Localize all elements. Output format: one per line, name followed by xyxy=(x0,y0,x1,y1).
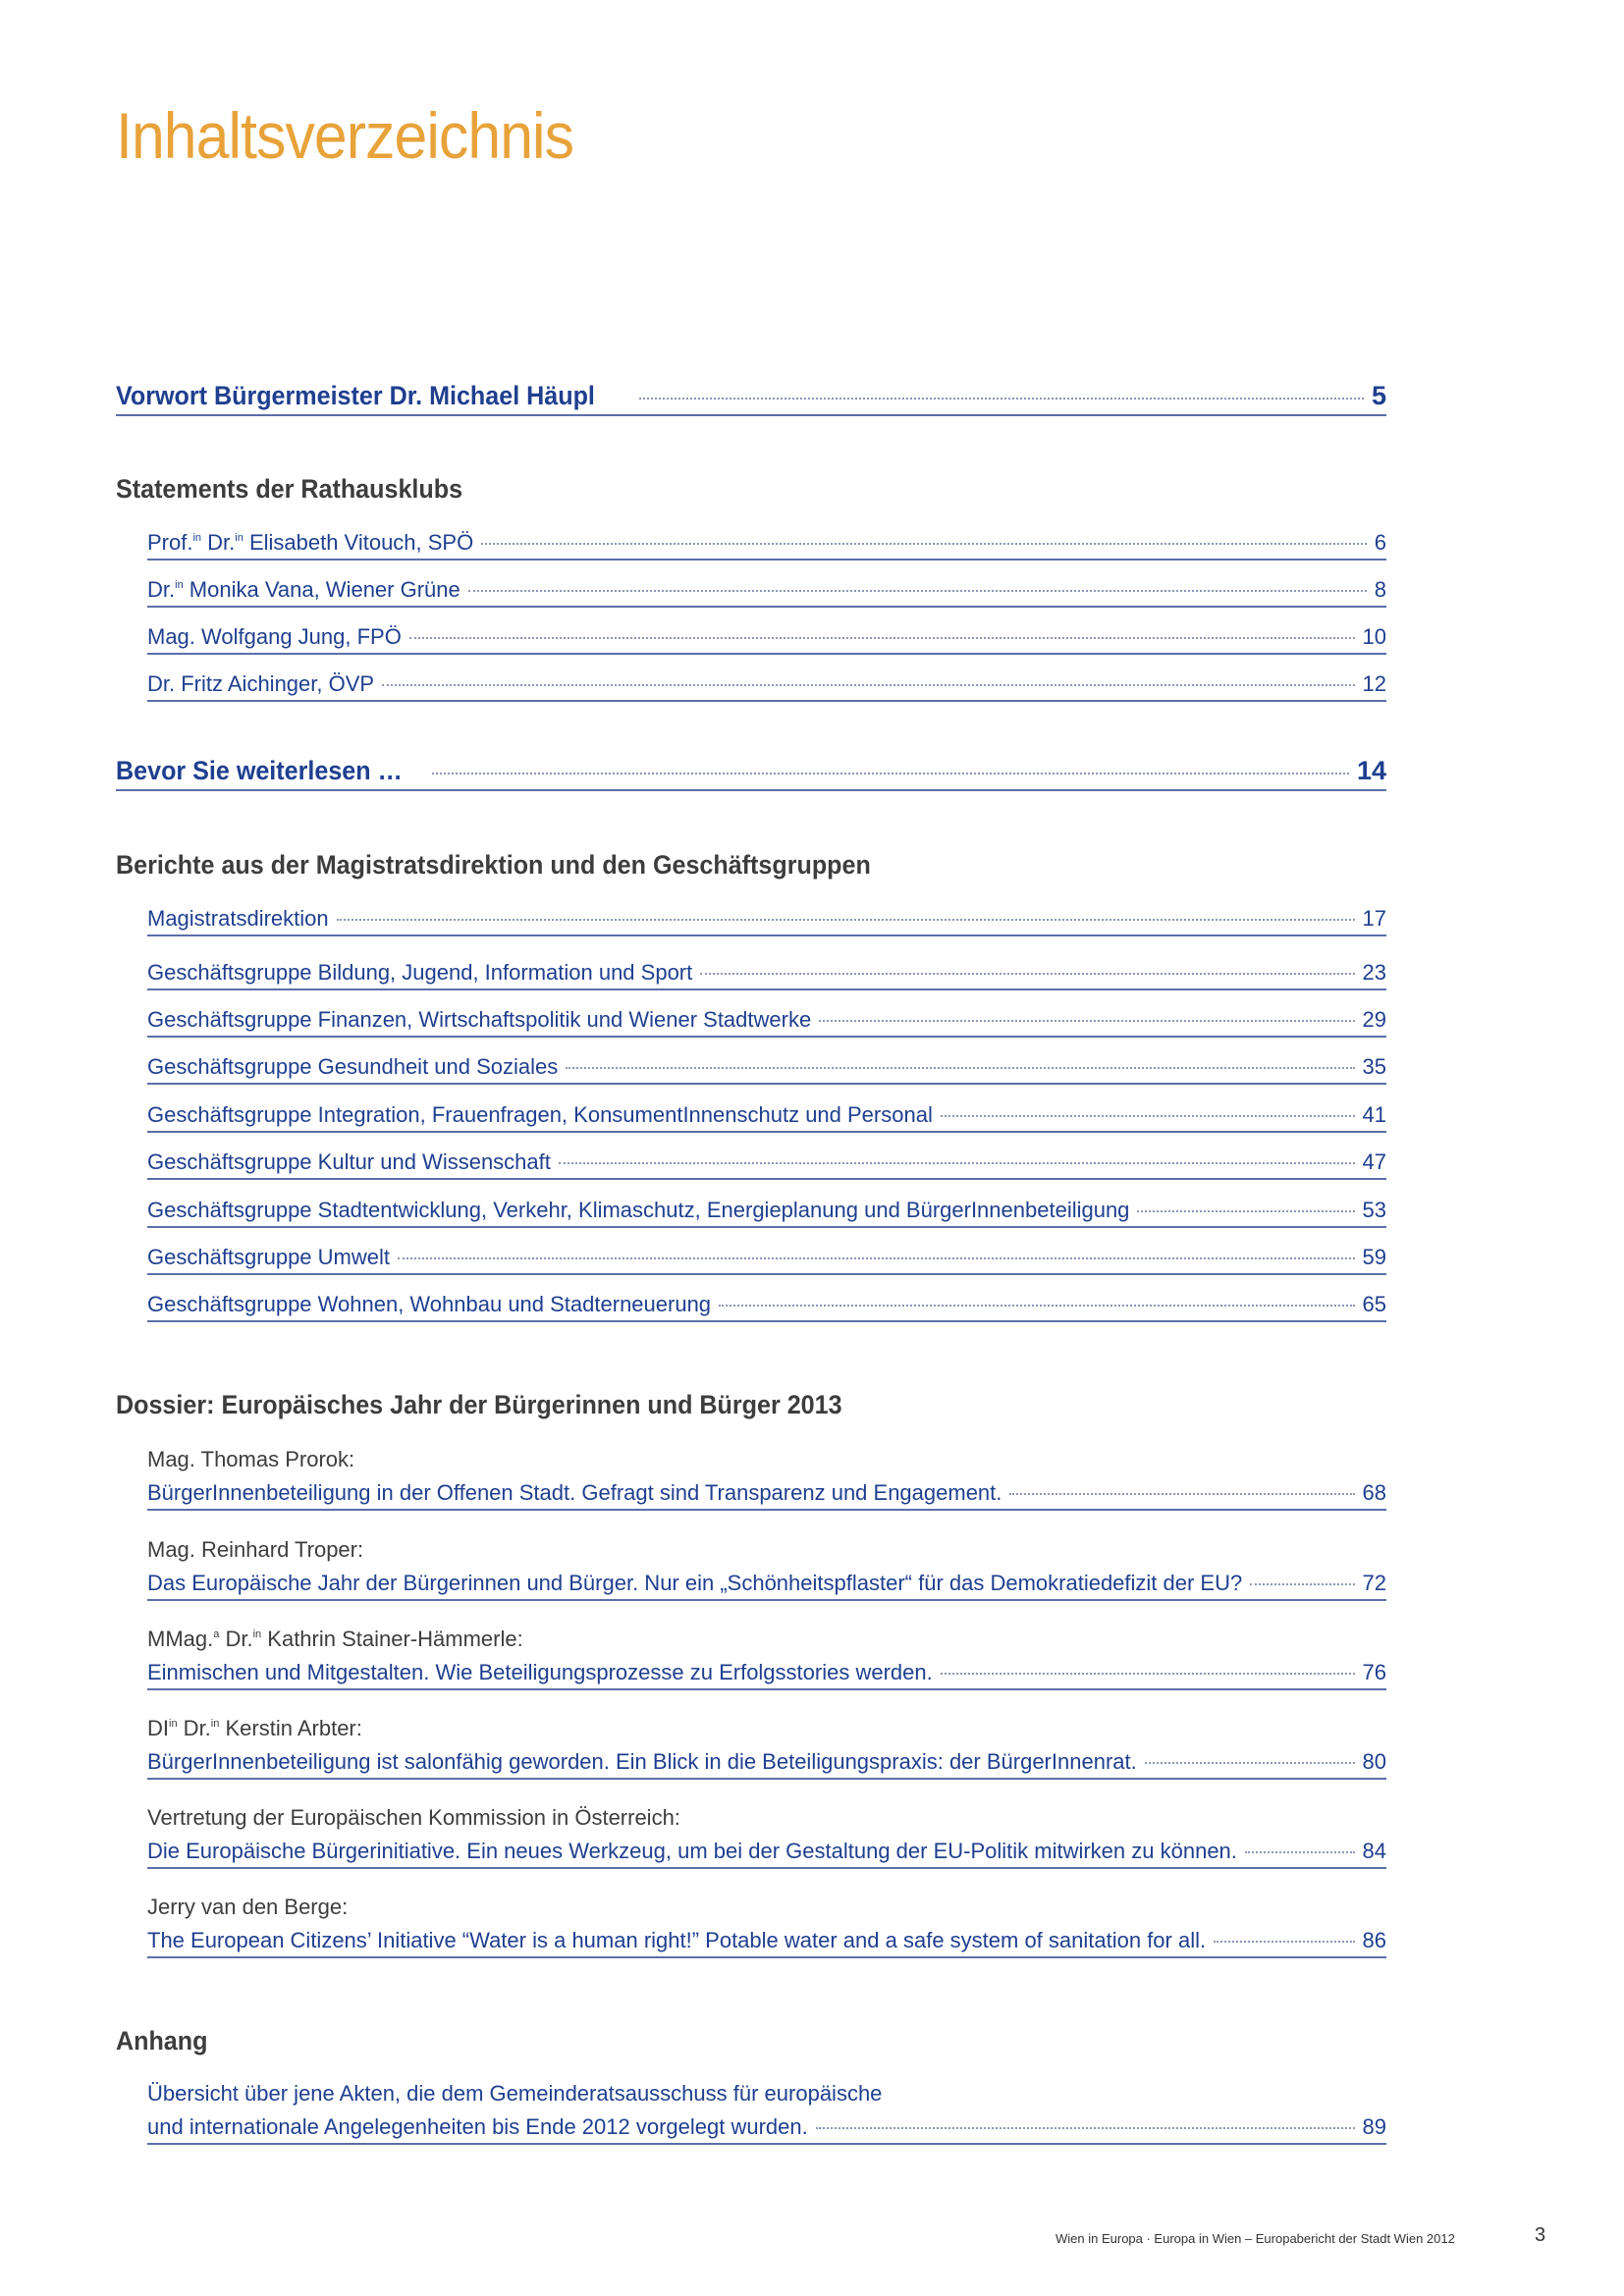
toc-entry-page: 84 xyxy=(1362,1839,1386,1863)
footer-page-number: 3 xyxy=(1535,2224,1546,2246)
toc-entry-wohnen[interactable] xyxy=(147,1292,1386,1322)
dot-leader xyxy=(816,2127,1355,2129)
dot-leader xyxy=(566,1067,1354,1069)
toc-entry-page: 86 xyxy=(1362,1928,1386,1952)
dot-leader xyxy=(1214,1941,1354,1943)
section-heading-dossier: Dossier: Europäisches Jahr der Bürgerinnen und Bürger 2013 xyxy=(116,1390,842,1419)
toc-entry-label: Geschäftsgruppe Finanzen, Wirtschaftspolitik und Wiener Stadtwerke xyxy=(147,1007,812,1032)
toc-entry-bildung[interactable] xyxy=(147,960,1386,990)
toc-entry-label: und internationale Angelegenheiten bis Ende 2012 vorgelegt wurden. xyxy=(147,2114,808,2139)
toc-entry-arbter[interactable] xyxy=(147,1749,1386,1780)
author-name: Mag. Thomas Prorok: xyxy=(147,1447,355,1471)
toc-entry-umwelt[interactable] xyxy=(147,1245,1386,1275)
toc-entry-page: 59 xyxy=(1362,1245,1386,1269)
toc-entry-page: 29 xyxy=(1362,1007,1386,1032)
toc-entry-anhang[interactable] xyxy=(147,2114,1386,2145)
toc-entry-integration[interactable] xyxy=(147,1102,1386,1133)
toc-entry-label: Geschäftsgruppe Wohnen, Wohnbau und Stadterneuerung xyxy=(147,1292,712,1316)
toc-entry-finanzen[interactable] xyxy=(147,1007,1386,1038)
section-heading-berichte: Berichte aus der Magistratsdirektion und den Geschäftsgruppen xyxy=(116,850,871,880)
author-name: MMag.$^a$ Dr.$^{in}$ Kathrin Stainer-Hämmerle: xyxy=(147,1627,523,1651)
toc-entry-page: 68 xyxy=(1362,1480,1386,1505)
toc-entry-page: 65 xyxy=(1362,1292,1386,1316)
toc-entry-label: BürgerInnenbeteiligung ist salonfähig geworden. Ein Blick in die Beteiligungspraxis: der BürgerInnenrat. xyxy=(147,1749,1137,1774)
dot-leader xyxy=(819,1020,1354,1022)
toc-entry-page: 80 xyxy=(1362,1749,1386,1774)
toc-entry-page: 89 xyxy=(1362,2114,1386,2139)
dot-leader xyxy=(398,1257,1355,1259)
toc-entry-prorok[interactable] xyxy=(147,1480,1386,1511)
toc-entry-aichinger[interactable] xyxy=(147,671,1386,702)
toc-entry-label: Geschäftsgruppe Integration, Frauenfragen, KonsumentInnenschutz und Personal xyxy=(147,1102,933,1127)
toc-entry-stadtentwicklung[interactable] xyxy=(147,1198,1386,1228)
toc-entry-gesundheit[interactable] xyxy=(147,1054,1386,1085)
toc-entry-label: Geschäftsgruppe Kultur und Wissenschaft xyxy=(147,1149,551,1174)
toc-entry-page: 14 xyxy=(1356,756,1386,785)
toc-entry-label: Dr. Fritz Aichinger, ÖVP xyxy=(147,671,375,696)
dot-leader xyxy=(1137,1210,1354,1212)
toc-entry-page: 76 xyxy=(1362,1660,1386,1684)
author-name: Mag. Reinhard Troper: xyxy=(147,1537,364,1562)
toc-entry-page: 35 xyxy=(1362,1054,1386,1079)
toc-entry-van-den-berge[interactable] xyxy=(147,1928,1386,1958)
dot-leader xyxy=(432,773,1349,774)
toc-entry-vitouch[interactable] xyxy=(147,530,1386,561)
toc-entry-label: Dr.$^{in}$ Monika Vana, Wiener Grüne xyxy=(147,577,460,602)
toc-entry-label: Geschäftsgruppe Stadtentwicklung, Verkehr, Klimaschutz, Energieplanung und BürgerInnenbeteiligung xyxy=(147,1198,1130,1222)
toc-entry-page: 12 xyxy=(1362,671,1386,696)
dot-leader xyxy=(1250,1583,1354,1585)
toc-entry-page: 17 xyxy=(1362,906,1386,931)
toc-entry-label: The European Citizens’ Initiative “Water is a human right!” Potable water and a safe system of sanitation for all. xyxy=(147,1928,1207,1952)
author-name: Vertretung der Europäischen Kommission in Österreich: xyxy=(147,1805,680,1830)
section-heading-statements: Statements der Rathausklubs xyxy=(116,474,463,504)
toc-entry-page: 53 xyxy=(1362,1198,1386,1222)
toc-entry-page: 72 xyxy=(1362,1571,1386,1595)
dot-leader xyxy=(1245,1851,1355,1853)
toc-entry-bevor[interactable] xyxy=(116,756,1386,791)
dot-leader xyxy=(409,637,1355,639)
toc-entry-troper[interactable] xyxy=(147,1571,1386,1601)
section-heading-anhang: Anhang xyxy=(116,2026,208,2056)
toc-entry-magistratsdirektion[interactable] xyxy=(147,906,1386,936)
dot-leader xyxy=(1009,1493,1354,1495)
author-name: Jerry van den Berge: xyxy=(147,1895,349,1919)
dot-leader xyxy=(639,398,1364,400)
toc-entry-label: Geschäftsgruppe Gesundheit und Soziales xyxy=(147,1054,559,1079)
dot-leader xyxy=(559,1162,1355,1164)
dot-leader xyxy=(481,543,1367,545)
toc-entry-label: BürgerInnenbeteiligung in der Offenen Stadt. Gefragt sind Transparenz und Engagement. xyxy=(147,1480,1002,1505)
toc-entry-page: 6 xyxy=(1374,530,1386,555)
toc-entry-label: Bevor Sie weiterlesen … xyxy=(116,756,403,785)
dot-leader xyxy=(1145,1762,1355,1764)
author-name: $DI^{in}$ Dr.$^{in}$ Kerstin Arbter: xyxy=(147,1716,362,1740)
dot-leader xyxy=(337,919,1355,921)
dot-leader xyxy=(700,973,1354,975)
toc-entry-label: Vorwort Bürgermeister Dr. Michael Häupl xyxy=(116,381,595,410)
toc-entry-stainer-haemmerle[interactable] xyxy=(147,1660,1386,1690)
dot-leader xyxy=(468,590,1367,592)
toc-entry-page: 47 xyxy=(1362,1149,1386,1174)
page-title: Inhaltsverzeichnis xyxy=(116,99,574,172)
toc-entry-page: 10 xyxy=(1362,624,1386,649)
toc-entry-page: 23 xyxy=(1362,960,1386,985)
toc-entry-page: 41 xyxy=(1362,1102,1386,1127)
toc-entry-label: Mag. Wolfgang Jung, FPÖ xyxy=(147,624,402,649)
toc-entry-page: 8 xyxy=(1374,577,1386,602)
dot-leader xyxy=(382,684,1354,686)
dot-leader xyxy=(941,1673,1355,1675)
toc-entry-vana[interactable] xyxy=(147,577,1386,608)
anhang-line1: Übersicht über jene Akten, die dem Gemeinderatsausschuss für europäische xyxy=(147,2081,883,2106)
dot-leader xyxy=(719,1305,1354,1307)
toc-entry-kultur[interactable] xyxy=(147,1149,1386,1180)
toc-entry-eu-kommission[interactable] xyxy=(147,1839,1386,1869)
toc-entry-vorwort[interactable] xyxy=(116,381,1386,416)
toc-entry-page: 5 xyxy=(1371,381,1386,410)
toc-entry-label: Einmischen und Mitgestalten. Wie Beteiligungsprozesse zu Erfolgsstories werden. xyxy=(147,1660,933,1684)
footer-text: Wien in Europa · Europa in Wien – Europabericht der Stadt Wien 2012 xyxy=(1056,2231,1455,2246)
toc-entry-label: Magistratsdirektion xyxy=(147,906,329,931)
toc-entry-label: Geschäftsgruppe Umwelt xyxy=(147,1245,390,1269)
toc-entry-label: Geschäftsgruppe Bildung, Jugend, Information und Sport xyxy=(147,960,693,985)
toc-entry-label: Prof.$^{in}$ Dr.$^{in}$ Elisabeth Vitouch, SPÖ xyxy=(147,530,474,555)
toc-entry-label: Das Europäische Jahr der Bürgerinnen und Bürger. Nur ein „Schönheitspflaster“ für das Demokratiedefizit der EU? xyxy=(147,1571,1243,1595)
dot-leader xyxy=(941,1115,1355,1117)
toc-entry-label: Die Europäische Bürgerinitiative. Ein neues Werkzeug, um bei der Gestaltung der EU-Politik mitwirken zu können. xyxy=(147,1839,1237,1863)
toc-entry-jung[interactable] xyxy=(147,624,1386,655)
